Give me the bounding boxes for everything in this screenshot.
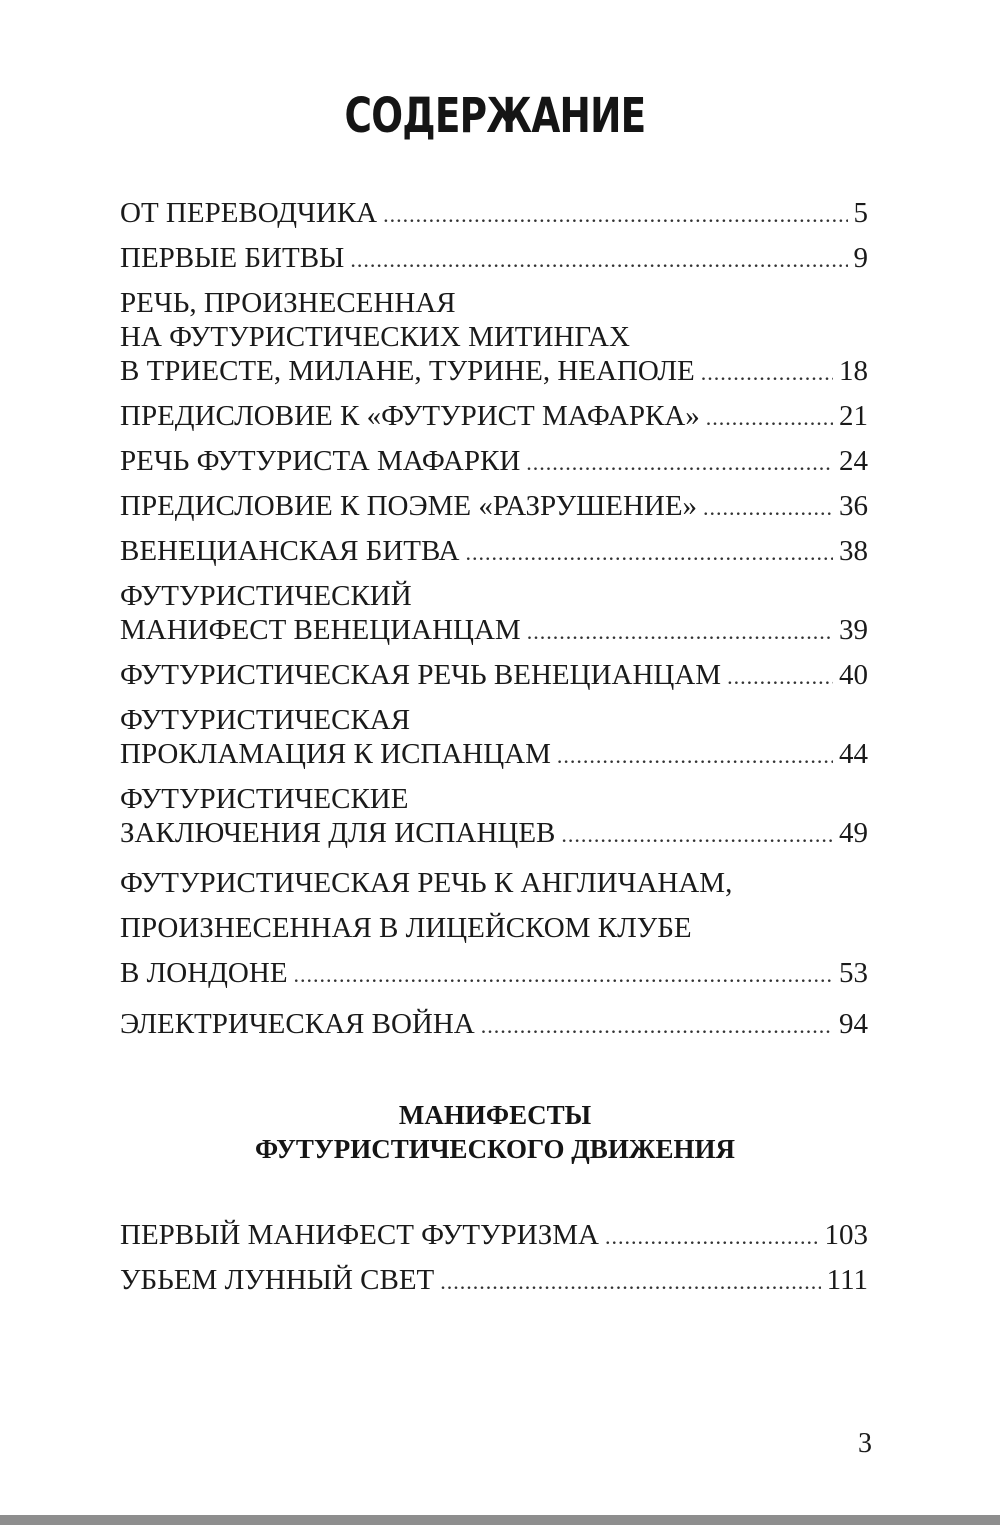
dot-leader bbox=[526, 446, 833, 480]
dot-leader bbox=[440, 1265, 820, 1299]
toc-entry-page: 18 bbox=[839, 355, 868, 387]
dot-leader bbox=[703, 491, 833, 525]
toc-entry-page: 49 bbox=[839, 817, 868, 849]
toc-entry-title: УБЬЕМ ЛУННЫЙ СВЕТ bbox=[120, 1264, 435, 1296]
toc-entry bbox=[120, 1218, 868, 1252]
toc-entry-title: В ТРИЕСТЕ, МИЛАНЕ, ТУРИНЕ, НЕАПОЛЕ bbox=[120, 355, 695, 387]
toc-entry bbox=[120, 658, 868, 692]
toc-entry bbox=[120, 861, 868, 996]
dot-leader bbox=[557, 739, 833, 773]
dot-leader bbox=[465, 536, 833, 570]
toc-entry-title: ЗАКЛЮЧЕНИЯ ДЛЯ ИСПАНЦЕВ bbox=[120, 817, 556, 849]
table-of-contents-manifestos bbox=[120, 1218, 868, 1297]
dot-leader bbox=[294, 952, 833, 997]
toc-entry-title: ПЕРВЫЙ МАНИФЕСТ ФУТУРИЗМА bbox=[120, 1219, 599, 1251]
toc-entry-title: ПРОИЗНЕСЕННАЯ В ЛИЦЕЙСКОМ КЛУБЕ bbox=[120, 912, 692, 944]
toc-entry bbox=[120, 399, 868, 433]
toc-entry bbox=[120, 534, 868, 568]
toc-entry-title: ПРОКЛАМАЦИЯ К ИСПАНЦАМ bbox=[120, 738, 551, 770]
toc-entry bbox=[120, 241, 868, 275]
dot-leader bbox=[350, 243, 847, 277]
toc-entry bbox=[120, 1007, 868, 1041]
toc-entry-page: 24 bbox=[839, 445, 868, 477]
dot-leader bbox=[727, 660, 833, 694]
toc-entry bbox=[120, 444, 868, 478]
dot-leader bbox=[561, 818, 833, 852]
toc-entry-title: ПРЕДИСЛОВИЕ К ПОЭМЕ «РАЗРУШЕНИЕ» bbox=[120, 490, 698, 522]
toc-entry-page: 36 bbox=[839, 490, 868, 522]
page-number: 3 bbox=[858, 1428, 872, 1459]
toc-entry-title: ПРЕДИСЛОВИЕ К «ФУТУРИСТ МАФАРКА» bbox=[120, 400, 700, 432]
toc-entry bbox=[120, 1263, 868, 1297]
dot-leader bbox=[701, 356, 833, 390]
dot-leader bbox=[383, 198, 847, 232]
toc-entry-title: ФУТУРИСТИЧЕСКАЯ bbox=[120, 704, 411, 736]
dot-leader bbox=[605, 1220, 819, 1254]
toc-entry-title: ПЕРВЫЕ БИТВЫ bbox=[120, 242, 345, 274]
dot-leader bbox=[481, 1009, 833, 1043]
toc-entry-title: РЕЧЬ, ПРОИЗНЕСЕННАЯ bbox=[120, 287, 456, 319]
toc-entry bbox=[120, 782, 868, 850]
section-heading-line-1: МАНИФЕСТЫ bbox=[398, 1100, 592, 1130]
toc-entry-page: 21 bbox=[839, 400, 868, 432]
toc-entry-title: ВЕНЕЦИАНСКАЯ БИТВА bbox=[120, 535, 460, 567]
toc-entry-title: ФУТУРИСТИЧЕСКАЯ РЕЧЬ К АНГЛИЧАНАМ, bbox=[120, 867, 733, 899]
toc-entry-page: 103 bbox=[824, 1219, 868, 1251]
bottom-border bbox=[0, 1515, 1000, 1525]
toc-entry bbox=[120, 703, 868, 771]
page-title: СОДЕРЖАНИЕ bbox=[344, 88, 646, 144]
toc-entry-title: МАНИФЕСТ ВЕНЕЦИАНЦАМ bbox=[120, 614, 521, 646]
toc-entry-page: 94 bbox=[839, 1008, 868, 1040]
section-heading bbox=[0, 1098, 990, 1166]
toc-entry-page: 38 bbox=[839, 535, 868, 567]
toc-entry-title: ФУТУРИСТИЧЕСКИЕ bbox=[120, 783, 409, 815]
toc-entry-page: 44 bbox=[839, 738, 868, 770]
toc-entry-page: 9 bbox=[853, 242, 868, 274]
toc-entry-title: ОТ ПЕРЕВОДЧИКА bbox=[120, 197, 378, 229]
dot-leader bbox=[706, 401, 833, 435]
toc-entry bbox=[120, 579, 868, 647]
toc-entry-page: 5 bbox=[853, 197, 868, 229]
toc-entry-page: 111 bbox=[826, 1264, 868, 1296]
toc-entry-title: ФУТУРИСТИЧЕСКИЙ bbox=[120, 580, 412, 612]
toc-entry bbox=[120, 489, 868, 523]
dot-leader bbox=[527, 615, 833, 649]
toc-entry-page: 53 bbox=[839, 957, 868, 989]
table-of-contents bbox=[120, 196, 868, 1041]
toc-entry bbox=[120, 196, 868, 230]
toc-entry-title: ЭЛЕКТРИЧЕСКАЯ ВОЙНА bbox=[120, 1008, 475, 1040]
toc-entry-title: НА ФУТУРИСТИЧЕСКИХ МИТИНГАХ bbox=[120, 321, 630, 353]
toc-entry-title: РЕЧЬ ФУТУРИСТА МАФАРКИ bbox=[120, 445, 521, 477]
toc-entry-title: В ЛОНДОНЕ bbox=[120, 957, 288, 989]
toc-entry-page: 39 bbox=[839, 614, 868, 646]
toc-entry bbox=[120, 286, 868, 388]
toc-entry-page: 40 bbox=[839, 659, 868, 691]
toc-entry-title: ФУТУРИСТИЧЕСКАЯ РЕЧЬ ВЕНЕЦИАНЦАМ bbox=[120, 659, 722, 691]
section-heading-line-2: ФУТУРИСТИЧЕСКОГО ДВИЖЕНИЯ bbox=[254, 1134, 736, 1164]
